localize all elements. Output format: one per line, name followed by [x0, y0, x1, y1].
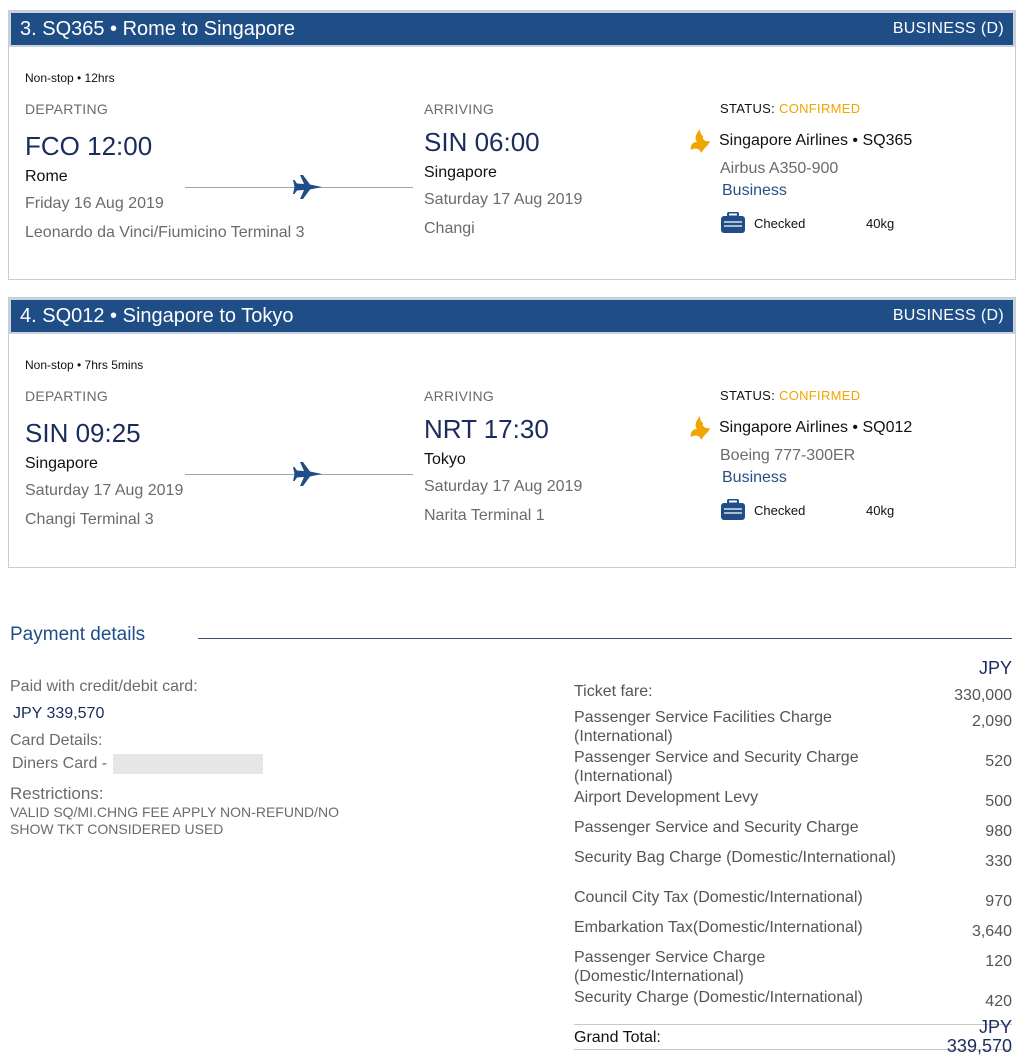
- flight-duration: Non-stop • 7hrs 5mins: [25, 358, 144, 372]
- flight-title: 3. SQ365 • Rome to Singapore: [20, 17, 295, 40]
- arriving-block: [424, 101, 582, 238]
- departing-block: [25, 388, 183, 529]
- fare-label: Passenger Service and Security Charge: [574, 819, 859, 836]
- departure-city: Rome: [25, 168, 68, 185]
- arrival-code-time: SIN 06:00: [424, 127, 540, 157]
- baggage-label: Checked: [754, 502, 806, 518]
- fare-amount: 970: [985, 893, 1012, 910]
- airline-logo-icon: [688, 128, 712, 154]
- fare-row: [574, 988, 1012, 1016]
- fare-row: [574, 788, 1012, 818]
- status-label: STATUS:: [720, 388, 776, 403]
- card-details-label: Card Details:: [10, 732, 103, 749]
- divider: [198, 638, 1012, 639]
- fare-breakdown: [574, 658, 1012, 1056]
- fare-row: [574, 888, 1012, 918]
- plane-icon: [293, 461, 323, 487]
- payment-title: Payment details: [10, 624, 146, 645]
- status-block: [720, 101, 912, 234]
- paid-with-label: Paid with credit/debit card:: [10, 678, 198, 695]
- fare-row: [574, 682, 1012, 708]
- departure-date: Friday 16 Aug 2019: [25, 195, 164, 212]
- arriving-label: ARRIVING: [424, 101, 495, 117]
- airline-logo-icon: [688, 415, 712, 441]
- arrival-airport: Narita Terminal 1: [424, 507, 545, 524]
- cabin-name: Business: [722, 469, 787, 486]
- fare-label: Airport Development Levy: [574, 789, 759, 806]
- fare-amount: 330,000: [954, 687, 1012, 704]
- departure-code-time: SIN 09:25: [25, 418, 141, 448]
- flight-card: [8, 10, 1016, 280]
- baggage-icon: [720, 499, 746, 521]
- fare-row: [574, 918, 1012, 948]
- restrictions-title: Restrictions:: [10, 784, 104, 803]
- baggage-weight: 40kg: [866, 502, 895, 518]
- plane-icon: [293, 174, 323, 200]
- fare-amount: 3,640: [971, 923, 1012, 940]
- status-label: STATUS:: [720, 101, 776, 116]
- payment-header: [10, 624, 1014, 652]
- fare-label: Ticket fare:: [574, 683, 653, 700]
- status-badge: CONFIRMED: [779, 101, 861, 116]
- status-badge: CONFIRMED: [779, 388, 861, 403]
- departure-airport: Changi Terminal 3: [25, 511, 154, 528]
- fare-amount: 330: [985, 853, 1012, 870]
- baggage-weight: 40kg: [866, 215, 895, 231]
- departing-label: DEPARTING: [25, 388, 109, 404]
- flight-header: [9, 11, 1015, 47]
- baggage-label: Checked: [754, 215, 806, 231]
- fare-label: Passenger Service Charge (Domestic/International): [574, 949, 766, 985]
- arrival-city: Singapore: [424, 164, 497, 181]
- departure-code-time: FCO 12:00: [25, 131, 153, 161]
- fare-row: [574, 818, 1012, 848]
- fare-amount: 120: [985, 953, 1012, 970]
- departing-label: DEPARTING: [25, 101, 109, 117]
- fare-amount: 420: [985, 993, 1012, 1010]
- fare-row: [574, 748, 1012, 788]
- grand-total-label: Grand Total:: [574, 1028, 661, 1046]
- fare-label: Security Bag Charge (Domestic/International): [574, 849, 896, 866]
- masked-card-number: [113, 754, 263, 774]
- baggage-icon: [720, 212, 746, 234]
- departing-block: [25, 101, 305, 242]
- card-name: Diners Card -: [12, 755, 108, 772]
- arriving-block: [424, 388, 582, 525]
- payment-summary: [10, 678, 530, 838]
- fare-row: [574, 948, 1012, 988]
- fare-amount: 980: [985, 823, 1012, 840]
- flight-header: [9, 298, 1015, 334]
- arrival-airport: Changi: [424, 220, 475, 237]
- arrival-date: Saturday 17 Aug 2019: [424, 478, 583, 495]
- fare-row: [574, 848, 1012, 888]
- fare-amount: 520: [985, 753, 1012, 770]
- flight-title: 4. SQ012 • Singapore to Tokyo: [20, 304, 294, 327]
- flight-card: [8, 297, 1016, 568]
- fare-label: Security Charge (Domestic/International): [574, 989, 864, 1006]
- fare-amount: 2,090: [971, 713, 1012, 730]
- currency-label: JPY: [978, 658, 1012, 678]
- restrictions-text: VALID SQ/MI.CHNG FEE APPLY NON-REFUND/NO SHOW TKT CONSIDERED USED: [10, 804, 340, 837]
- departure-date: Saturday 17 Aug 2019: [25, 482, 184, 499]
- fare-label: Passenger Service and Security Charge (International): [574, 749, 859, 785]
- fare-label: Passenger Service Facilities Charge (International): [574, 709, 832, 745]
- status-block: [720, 388, 912, 521]
- fare-amount: 500: [985, 793, 1012, 810]
- grand-total-amount: JPY 339,570: [946, 1017, 1012, 1056]
- arrival-date: Saturday 17 Aug 2019: [424, 191, 583, 208]
- aircraft-type: Airbus A350-900: [720, 160, 839, 177]
- departure-airport: Leonardo da Vinci/Fiumicino Terminal 3: [25, 224, 305, 241]
- paid-amount: JPY 339,570: [13, 705, 105, 722]
- fare-row: [574, 708, 1012, 748]
- departure-city: Singapore: [25, 455, 98, 472]
- arrival-code-time: NRT 17:30: [424, 414, 549, 444]
- airline-name: Singapore Airlines • SQ365: [719, 132, 913, 149]
- arrival-city: Tokyo: [424, 451, 466, 468]
- arriving-label: ARRIVING: [424, 388, 495, 404]
- flight-duration: Non-stop • 12hrs: [25, 71, 115, 85]
- fare-label: Embarkation Tax(Domestic/International): [574, 919, 863, 936]
- airline-name: Singapore Airlines • SQ012: [719, 419, 913, 436]
- fare-label: Council City Tax (Domestic/International): [574, 889, 863, 906]
- aircraft-type: Boeing 777-300ER: [720, 447, 856, 464]
- cabin-class: BUSINESS (D): [892, 20, 1004, 37]
- grand-total-row: [574, 1017, 1012, 1056]
- cabin-class: BUSINESS (D): [892, 307, 1004, 324]
- cabin-name: Business: [722, 182, 787, 199]
